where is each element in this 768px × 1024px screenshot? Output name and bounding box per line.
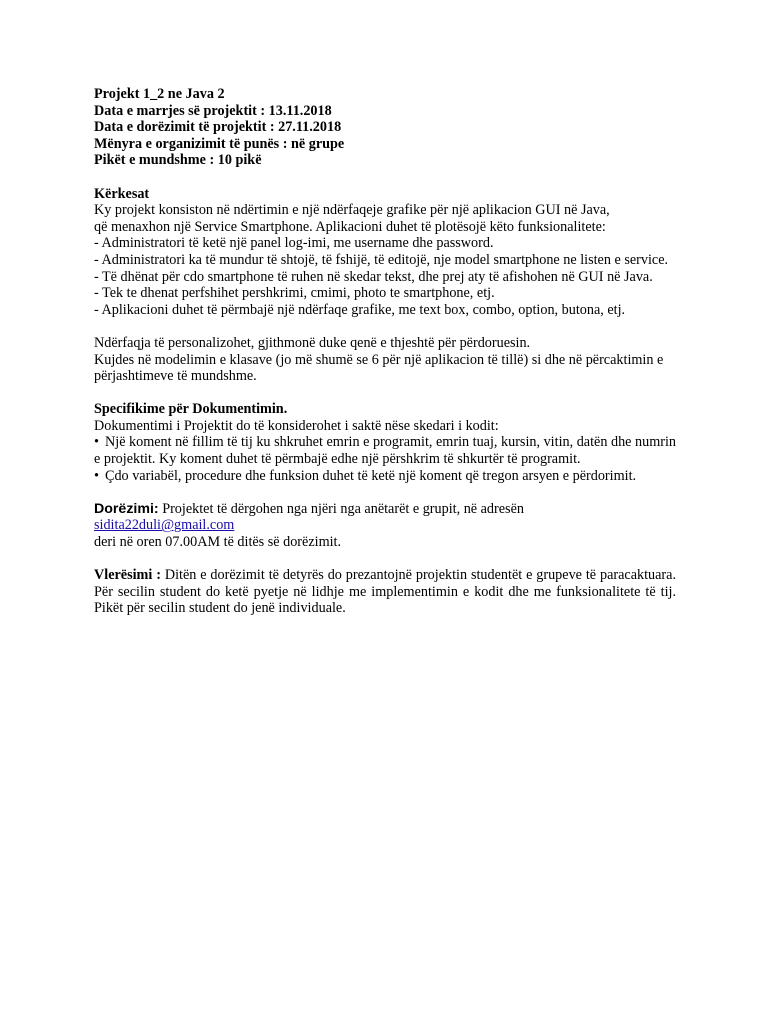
documentation-heading: Specifikime për Dokumentimin. xyxy=(94,401,288,418)
documentation-bullet-text: Një koment në fillim të tij ku shkruhet emrin e programit, emrin tuaj, kursin, vitin, datën dhe numrin e projektit. Ky koment duhet të përmbajë edhe një përshkrim të shkurtër të programit. xyxy=(94,434,676,468)
spacer xyxy=(94,484,676,501)
requirements-intro-line-2: që menaxhon një Service Smartphone. Aplikacioni duhet të plotësojë këto funksionalitete: xyxy=(94,218,606,235)
requirements-heading: Kërkesat xyxy=(94,185,150,202)
evaluation-label: Vlerësimi : xyxy=(94,567,161,584)
documentation-bullet xyxy=(94,468,676,485)
interface-note: Ndërfaqja të personalizohet, gjithmonë duke qenë e thjeshtë për përdoruesin. xyxy=(94,334,531,351)
spacer xyxy=(94,318,676,335)
documentation-bullet-text: Çdo variabël, procedure dhe funksion duhet të ketë një koment që tregon arsyen e përdorimit. xyxy=(105,467,637,484)
bullet-icon: • xyxy=(94,434,99,451)
spacer xyxy=(94,169,676,186)
submission-deadline: deri në oren 07.00AM të ditës së dorëzimit. xyxy=(94,534,342,551)
submission-email-link[interactable]: sidita22duli@gmail.com xyxy=(94,517,235,534)
work-organization: Mënyra e organizimit të punës : në grupe xyxy=(94,135,345,152)
documentation-intro: Dokumentimi i Projektit do të konsiderohet i saktë nëse skedari i kodit: xyxy=(94,417,499,434)
requirement-item: - Aplikacioni duhet të përmbajë një ndërfaqe grafike, me text box, combo, option, butona, etj. xyxy=(94,301,626,318)
requirement-item: - Të dhënat për cdo smartphone të ruhen në skedar tekst, dhe prej aty të afishohen në GUI në Java. xyxy=(94,268,653,285)
project-title: Projekt 1_2 ne Java 2 xyxy=(94,86,225,102)
bullet-icon: • xyxy=(94,467,99,484)
spacer xyxy=(94,385,676,402)
possible-points: Pikët e mundshme : 10 pikë xyxy=(94,152,262,169)
submission-email-line xyxy=(94,517,676,534)
class-modeling-note: Kujdes në modelimin e klasave (jo më shumë se 6 për një aplikacion të tillë) si dhe në përcaktimin e përjashtimeve të mundshme. xyxy=(94,351,664,385)
submission-label: Dorëzimi: xyxy=(94,500,159,517)
document-body xyxy=(94,86,676,617)
documentation-bullet xyxy=(94,434,676,467)
requirements-intro-line-1: Ky projekt konsiston në ndërtimin e një ndërfaqeje grafike për një aplikacion GUI në Java, xyxy=(94,202,610,219)
submit-date: Data e dorëzimit të projektit : 27.11.2018 xyxy=(94,119,342,136)
submission-text: Projektet të dërgohen nga njëri nga anëtarët e grupit, në adresën xyxy=(162,500,524,517)
requirement-item: - Tek te dhenat perfshihet pershkrimi, cmimi, photo te smartphone, etj. xyxy=(94,285,495,302)
evaluation-text: Ditën e dorëzimit të detyrës do prezantojnë projektin studentët e grupeve të paracaktuara. Për secilin student do ketë pyetje në lidhje me implementimin e kodit dhe me funksionalitete të tij. Pikët për secilin student do jenë individuale. xyxy=(94,567,676,617)
receive-date: Data e marrjes së projektit : 13.11.2018 xyxy=(94,102,332,119)
evaluation-paragraph xyxy=(94,567,676,617)
spacer xyxy=(94,551,676,568)
submission-paragraph xyxy=(94,501,676,518)
requirement-item: - Administratori të ketë një panel log-imi, me username dhe password. xyxy=(94,235,494,252)
requirement-item: - Administratori ka të mundur të shtojë, të fshijë, të editojë, nje model smartphone ne listen e service. xyxy=(94,251,669,268)
